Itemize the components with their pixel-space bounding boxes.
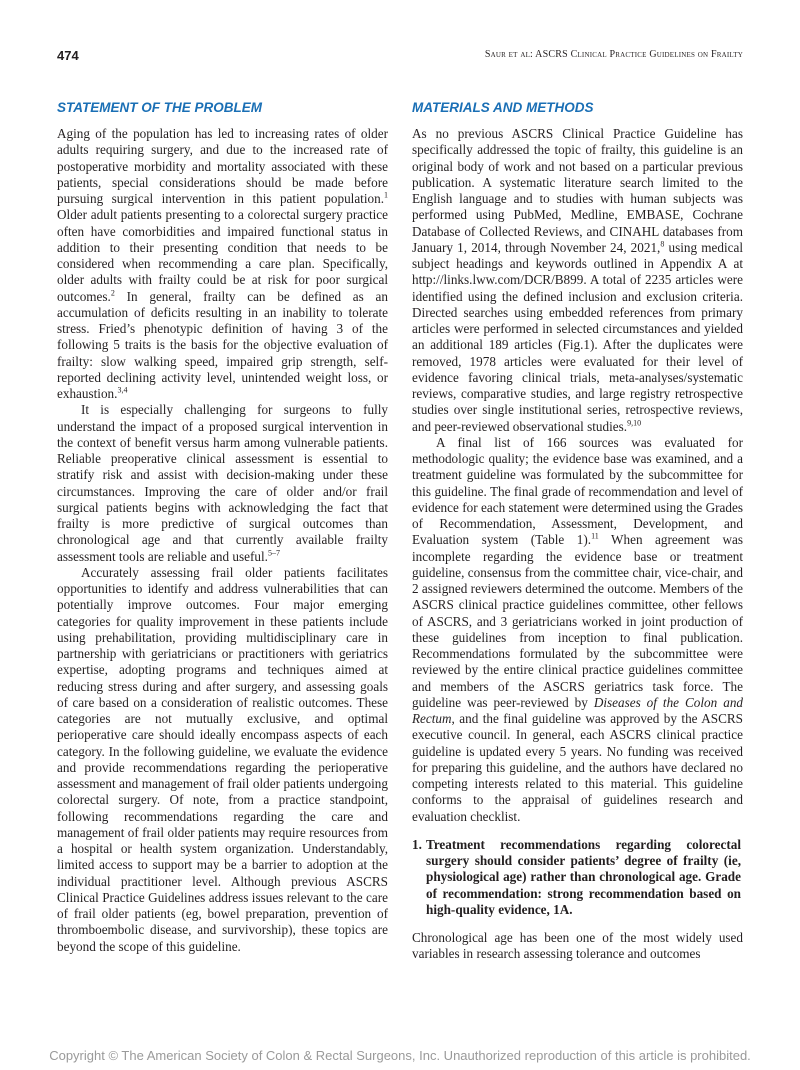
copyright-footer: Copyright © The American Society of Colon & Rectal Surgeons, Inc. Unauthorized reproduction of this article is prohibited. <box>49 1048 751 1063</box>
paragraph: A final list of 166 sources was evaluated for methodologic quality; the evidence base was examined, and a treatment guideline was formulated by the subcommittee for this guideline. The final grade of recommendation and level of evidence for each statement were determined using the Grades of Recommendation, Assessment, Development, and Evaluation system (Table 1).$^{11}$ When agreement was incomplete regarding the evidence base or treatment guideline, consensus from the committee chair, vice-chair, and 2 assigned reviewers determined the outcome. Members of the ASCRS clinical practice guidelines committee, other fellows of ASCRS, and 3 geriatricians worked in joint production of these guidelines from inception to final publication. Recommendations formulated by the subcommittee were reviewed by the entire clinical practice guidelines committee and members of the ASCRS geriatrics task force. The guideline was peer-reviewed by Diseases of the Colon and Rectum, and the final guideline was approved by the ASCRS executive council. In general, each ASCRS clinical practice guideline is updated every 5 years. No funding was received for preparing this guideline, and the authors have declared no competing interests related to this material. This guideline conforms to the appraisal of guidelines research and evaluation checklist. <box>412 434 744 824</box>
journal-title: Diseases of the Colon and Rectum <box>412 694 744 726</box>
citation-ref: 2 <box>110 288 115 298</box>
right-column <box>412 100 743 963</box>
recommendation-number: 1. <box>412 836 422 852</box>
page-number: 474 <box>57 48 79 63</box>
recommendation-statement <box>412 837 743 918</box>
citation-ref: 1 <box>384 190 388 200</box>
citation-ref: 3,4 <box>117 385 128 395</box>
paragraph: It is especially challenging for surgeons to fully understand the impact of a proposed surgical intervention in the context of benefit versus harm among vulnerable patients. Reliable preoperative clinical assessment is essential to stratify risk and assist with decision-making under these circumstances. Improving the care of older and/or frail surgical patients begins with acknowledging the fact that frailty is more predictive of surgical outcomes than chronological age and that currently available frailty assessment tools are reliable and useful.$^{5-7}$ <box>57 402 388 564</box>
paragraph: As no previous ASCRS Clinical Practice Guideline has specifically addressed the topic of frailty, this guideline is an original body of work and not based on a particular previous publication. A systematic literature search limited to the English language and to studies with human subjects was performed using PubMed, Medline, EMBASE, Cochrane Database of Collected Reviews, and CINAHL databases from January 1, 2014, through November 24, 2021,$^8$ using medical subject headings and keywords outlined in Appendix A at http://links.lww.com/DCR/B899. A total of 2235 articles were identified using the defined inclusion and exclusion criteria. Directed searches using embedded references from primary articles were performed in selected circumstances and yielded an additional 189 articles (Fig.1). After the duplicates were removed, 1978 articles were evaluated for their level of evidence favoring clinical trials, meta-analyses/systematic reviews, comparative studies, and large registry retrospective studies over single institutional series, retrospective reviews, and peer-reviewed observational studies.$^{9,10}$ <box>412 126 743 434</box>
citation-ref: 11 <box>591 531 599 541</box>
running-head: Saur et al: ASCRS Clinical Practice Guidelines on Frailty <box>484 49 743 60</box>
citation-ref: 9,10 <box>627 418 642 428</box>
paragraph: Aging of the population has led to increasing rates of older adults requiring surgery, and due to the increased rate of postoperative morbidity and mortality associated with these patients, special considerations should be made before pursuing surgical intervention in this patient population.$^1$ Older adult patients presenting to a colorectal surgery practice often have comorbidities and impaired functional status in addition to their presenting condition that needs to be considered when recommending a care plan. Specifically, older adults with frailty could be at risk for poor surgical outcomes.$^2$ In general, frailty can be defined as an accumulation of deficits resulting in an inability to tolerate stress. Fried’s phenotypic definition of having 3 of the following 5 traits is the basis for the objective evaluation of frailty: slow walking speed, impaired grip strength, self-reported declining activity level, unintended weight loss, or exhaustion.$^{3,4}$ <box>57 126 388 401</box>
page-header <box>57 48 743 68</box>
citation-ref: 8 <box>660 239 665 249</box>
paragraph: Chronological age has been one of the most widely used variables in research assessing tolerance and outcomes <box>412 930 743 962</box>
paragraph: Accurately assessing frail older patients facilitates opportunities to identify and address vulnerabilities that can potentially improve outcomes. Four major emerging categories for quality improvement in these patients include using prehabilitation, providing multidisciplinary care in partnership with geriatricians or practitioners with geriatrics expertise, adopting programs and techniques aimed at reducing stress during and after surgery, and assessing goals of care based on a consideration of realistic outcomes. These categories are not mutually exclusive, and optimal perioperative care should ideally encompass aspects of each category. In the following guideline, we evaluate the evidence and provide recommendations regarding the perioperative assessment and management of frail older patients undergoing colorectal surgery. Of note, from a practice standpoint, following recommendations regarding the care and management of frail older patients may require resources from a hospital or health system organization. Understandably, limited access to support may be a barrier to adoption at the individual practitioner level. Although previous ASCRS Clinical Practice Guidelines address issues relevant to the care of frail older patients (eg, bowel preparation, prevention of thromboembolic disease, and survivorship), these topics are beyond the scope of this guideline. <box>57 564 388 954</box>
section-heading-methods: MATERIALS AND METHODS <box>412 100 594 115</box>
citation-ref: 5–7 <box>267 548 280 558</box>
left-column <box>57 100 388 955</box>
section-heading-statement: STATEMENT OF THE PROBLEM <box>57 100 262 115</box>
recommendation-text: Treatment recommendations regarding colorectal surgery should consider patients’ degree of frailty (ie, physiological age) rather than chronological age. Grade of recommendation: strong recommendation based on high-quality evidence, 1A. <box>426 836 741 917</box>
